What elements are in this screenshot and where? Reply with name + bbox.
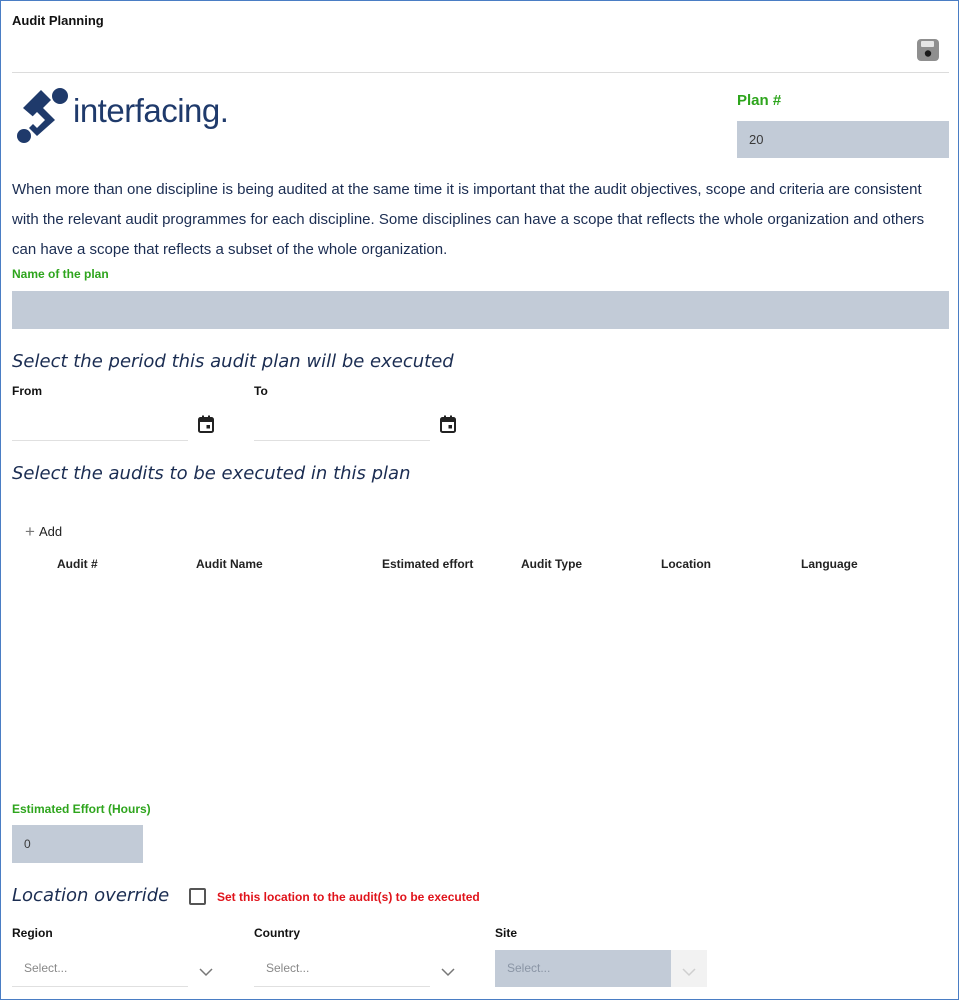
country-label: Country [254, 926, 300, 940]
plus-icon: + [25, 522, 35, 541]
chevron-down-icon [199, 967, 213, 977]
to-label: To [254, 384, 268, 398]
calendar-icon [198, 415, 214, 433]
plan-name-label: Name of the plan [12, 267, 109, 281]
add-audit-button[interactable] [25, 522, 62, 542]
audits-heading: Select the audits to be executed in this plan [12, 463, 411, 484]
page-title: Audit Planning [12, 13, 104, 28]
from-calendar-button[interactable] [198, 415, 214, 433]
column-header-audit-name[interactable]: Audit Name [196, 557, 263, 571]
interfacing-logo-icon [15, 84, 75, 148]
header-divider [12, 72, 949, 73]
column-header-audit-type[interactable]: Audit Type [521, 557, 583, 571]
site-chevron [682, 964, 696, 974]
logo-wordmark: interfacing. [73, 92, 229, 129]
column-header-language[interactable]: Language [801, 557, 858, 571]
column-header-location[interactable]: Location [661, 557, 711, 571]
plan-description: When more than one discipline is being audited at the same time it is important that the audit objectives, scope and criteria are consistent with the relevant audit programmes for each discipline. Some disciplines can have a scope that reflects the whole organization and others can have a scope that reflects a subset of the whole organization. [12, 181, 925, 258]
to-calendar-button[interactable] [440, 415, 456, 433]
region-dropdown-toggle[interactable] [199, 964, 213, 974]
location-override-checkbox-label[interactable]: Set this location to the audit(s) to be executed [217, 890, 480, 904]
save-button[interactable] [916, 38, 940, 62]
save-icon [916, 38, 940, 62]
to-date-input[interactable] [254, 412, 430, 441]
chevron-down-icon [441, 967, 455, 977]
region-select[interactable]: Select... [12, 950, 188, 987]
chevron-down-icon [682, 967, 696, 977]
from-date-input[interactable] [12, 412, 188, 441]
region-label: Region [12, 926, 53, 940]
estimated-effort-label: Estimated Effort (Hours) [12, 802, 151, 816]
country-select[interactable]: Select... [254, 950, 430, 987]
add-audit-label: Add [38, 524, 63, 539]
column-header-audit-number[interactable]: Audit # [57, 557, 98, 571]
location-override-heading: Location override [12, 885, 170, 906]
estimated-effort-field: 0 [12, 825, 143, 863]
plan-number-field: 20 [737, 121, 949, 158]
plan-name-input[interactable] [12, 291, 949, 329]
location-override-checkbox[interactable] [189, 888, 206, 905]
country-dropdown-toggle[interactable] [441, 964, 455, 974]
period-heading: Select the period this audit plan will be executed [12, 351, 454, 372]
column-header-estimated-effort[interactable]: Estimated effort [382, 557, 474, 571]
from-label: From [12, 384, 42, 398]
site-label: Site [495, 926, 518, 940]
plan-number-label: Plan # [737, 92, 782, 109]
calendar-icon [440, 415, 456, 433]
site-select: Select... [495, 950, 671, 987]
